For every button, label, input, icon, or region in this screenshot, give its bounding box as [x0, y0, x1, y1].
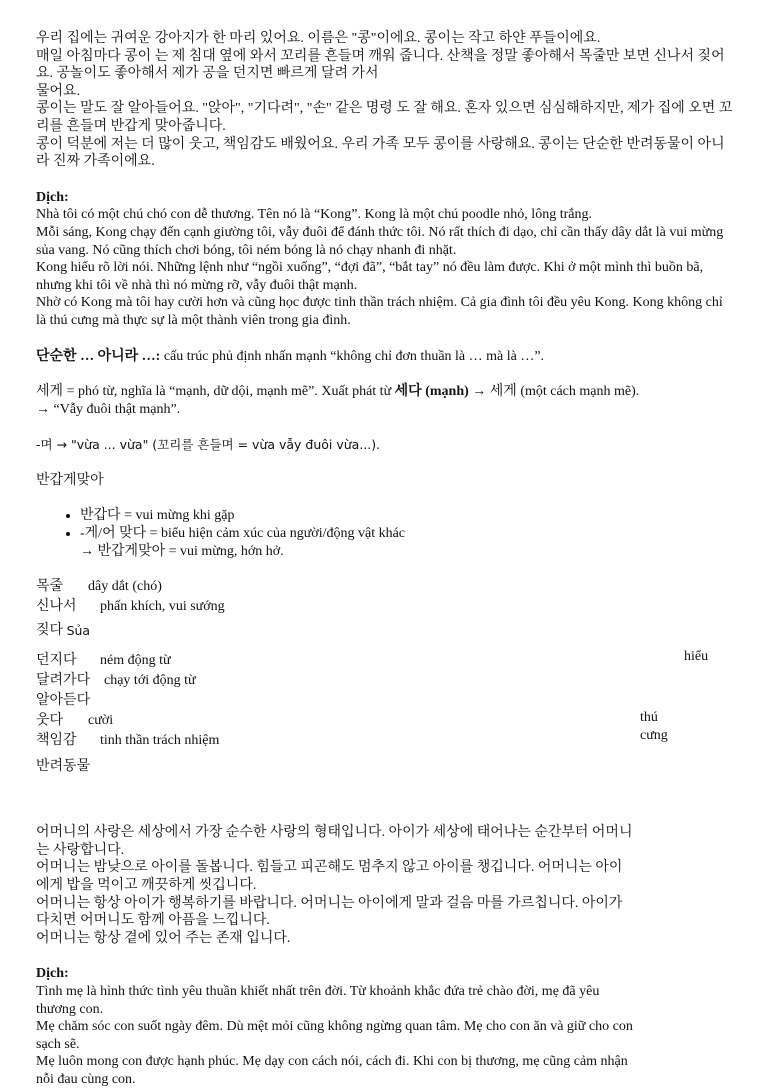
- translation-line: Nhờ có Kong mà tôi hay cười hơn và cũng học được tinh thần trách nhiệm. Cả gia đình tôi đều yêu Kong. Kong không chỉ là thú cưng mà thực sự là một thành viên trong gia đình.: [36, 295, 723, 328]
- list-item: [36, 758, 736, 778]
- grammar-explanation: cấu trúc phủ định nhấn mạnh “không chỉ đơn thuần là … mà là …”.: [160, 348, 545, 364]
- translation-line: Kong hiểu rõ lời nói. Những lệnh như “ngồi xuống”, “đợi đã”, “bắt tay” nó đều làm được. Khi ở một mình thì buồn bã, nhưng khi tôi về nhà thì nó mừng rỡ, vẫy đuôi thật mạnh.: [36, 260, 704, 293]
- grammar-root: 세다 (mạnh) →: [394, 384, 487, 400]
- vocab-word: 목줄: [36, 579, 64, 595]
- list-item: [36, 732, 736, 752]
- translation-line: Mỗi sáng, Kong chạy đến cạnh giường tôi, vẫy đuôi để đánh thức tôi. Nó rất thích đi dạo, chỉ cần thấy dây dắt là vui mừng sủa vang. Nó cũng thích chơi bóng, tôi ném bóng là nó chạy nhanh đi nhặt.: [36, 224, 724, 258]
- grammar-note-3: -며 → "vừa ... vừa" (꼬리를 흔들며 = vừa vẫy đuôi vừa...).: [36, 437, 381, 453]
- bullet-arrow-note: → 반갑게맞아 = vui mừng, hớn hở.: [80, 543, 284, 559]
- dich-label: Dịch:: [36, 189, 69, 205]
- korean-line: 어머니의 사랑은 세상에서 가장 순수한 사랑의 형태입니다. 아이가 세상에 태어나는 순간부터 어머니는 사랑합니다.: [36, 825, 633, 858]
- bullet-list: [36, 507, 736, 542]
- list-item: • 반갑다 = vui mừng khi gặp: [80, 507, 736, 525]
- floating-meaning-hieu: hiểu: [684, 649, 709, 664]
- translation-line: Tình mẹ là hình thức tình yêu thuần khiết nhất trên đời. Từ khoảnh khắc đứa trẻ chào đời, mẹ đã yêu thương con.: [36, 984, 600, 1017]
- korean-line: 매일 아침마다 콩이 는 제 침대 옆에 와서 꼬리를 흔들며 깨워 줍니다. 산책을 정말 좋아해서 목줄만 보면 신나서 짖어요. 공놀이도 좋아해서 제가 공을 던지면 빠르게 달려 가서: [36, 48, 725, 82]
- list-item: [36, 672, 736, 692]
- translation-2: [36, 965, 636, 1088]
- vocab-word: 반려동물: [36, 759, 91, 775]
- vocab-word: 신나서: [36, 599, 77, 615]
- list-item: [36, 578, 736, 598]
- vocab-meaning: dây dắt (chó): [88, 579, 162, 595]
- vocab-word: 웃다: [36, 713, 64, 729]
- korean-passage-2: [36, 824, 636, 947]
- vocab-word: 짖다: [36, 623, 64, 639]
- translation-1: [36, 189, 726, 330]
- vocab-meaning: phấn khích, vui sướng: [100, 599, 225, 615]
- korean-line: 어머니는 항상 아이가 행복하기를 바랍니다. 어머니는 아이에게 말과 걸음 마를 가르칩니다. 아이가 다치면 어머니도 함께 아픔을 느낍니다.: [36, 895, 623, 929]
- korean-passage-1: [36, 30, 736, 171]
- translation-line: Nhà tôi có một chú chó con dễ thương. Tên nó là “Kong”. Kong là một chú poodle nhỏ, lông trắng.: [36, 207, 592, 223]
- grammar-explanation: = phó từ, nghĩa là “mạnh, dữ dội, mạnh mẽ”. Xuất phát từ: [63, 384, 395, 400]
- list-item: [36, 692, 736, 712]
- grammar-example: → “Vẫy đuôi thật mạnh”.: [36, 401, 181, 417]
- grammar-explanation: 세게 (một cách mạnh mẽ).: [486, 384, 640, 400]
- korean-line: 우리 집에는 귀여운 강아지가 한 마리 있어요. 이름은 "콩"이에요. 콩이는 작고 하얀 푸들이에요.: [36, 31, 601, 46]
- translation-line: Mẹ chăm sóc con suốt ngày đêm. Dù mệt mỏi cũng không ngừng quan tâm. Mẹ cho con ăn và giữ cho con sạch sẽ.: [36, 1019, 633, 1052]
- korean-line: 콩이 덕분에 저는 더 많이 웃고, 책임감도 배웠어요. 우리 가족 모두 콩이를 사랑해요. 콩이는 단순한 반려동물이 아니라 진짜 가족이에요.: [36, 136, 725, 170]
- grammar-structure: 단순한 … 아니라 …:: [36, 348, 161, 364]
- list-item: [36, 712, 736, 732]
- vocab-word: 달려가다: [36, 673, 91, 689]
- list-item: [36, 652, 736, 672]
- list-item: [36, 622, 736, 642]
- floating-meaning-cung: cưng: [640, 728, 668, 743]
- document-page: [36, 30, 736, 1089]
- korean-line: 어머니는 밤낮으로 아이를 돌봅니다. 힘들고 피곤해도 멈추지 않고 아이를 챙깁니다. 어머니는 아이 에게 밥을 먹이고 깨끗하게 씻깁니다.: [36, 860, 623, 894]
- floating-meaning-thu: thú: [640, 710, 658, 725]
- grammar-word: 세게: [36, 384, 64, 400]
- list-item: • -게/어 맞다 = biểu hiện cảm xúc của người/động vật khác: [80, 525, 736, 543]
- vocab-meaning: tinh thần trách nhiệm: [100, 733, 220, 749]
- korean-line: 콩이는 말도 잘 알아들어요. "앉아", "기다려", "손" 같은 명령 도 잘 해요. 혼자 있으면 심심해하지만, 제가 집에 오면 꼬리를 흔들며 반갑게 맞아줍니다.: [36, 101, 733, 134]
- grammar-note-1: [36, 348, 736, 366]
- vocab-meaning: ném động từ: [100, 653, 171, 669]
- section-heading: 반갑게맞아: [36, 472, 104, 488]
- translation-line: Mẹ luôn mong con được hạnh phúc. Mẹ dạy con cách nói, cách đi. Khi con bị thương, mẹ cũng cảm nhận nỗi đau cùng con.: [36, 1054, 628, 1087]
- korean-line: 물어요.: [36, 83, 81, 99]
- vocab-meaning: Sủa: [66, 623, 91, 639]
- vocab-list-1: [36, 578, 736, 642]
- vocab-meaning: cười: [88, 713, 114, 729]
- vocab-meaning: chạy tới động từ: [104, 673, 196, 689]
- grammar-note-2: [36, 383, 736, 418]
- list-item: [36, 598, 736, 618]
- dich-label: Dịch:: [36, 966, 69, 982]
- vocab-word: 던지다: [36, 653, 77, 669]
- vocab-word: 알아듣다: [36, 693, 91, 709]
- korean-line: 어머니는 항상 곁에 있어 주는 존재 입니다.: [36, 930, 291, 946]
- vocab-word: 책임감: [36, 733, 77, 749]
- vocab-list-2: [36, 652, 736, 778]
